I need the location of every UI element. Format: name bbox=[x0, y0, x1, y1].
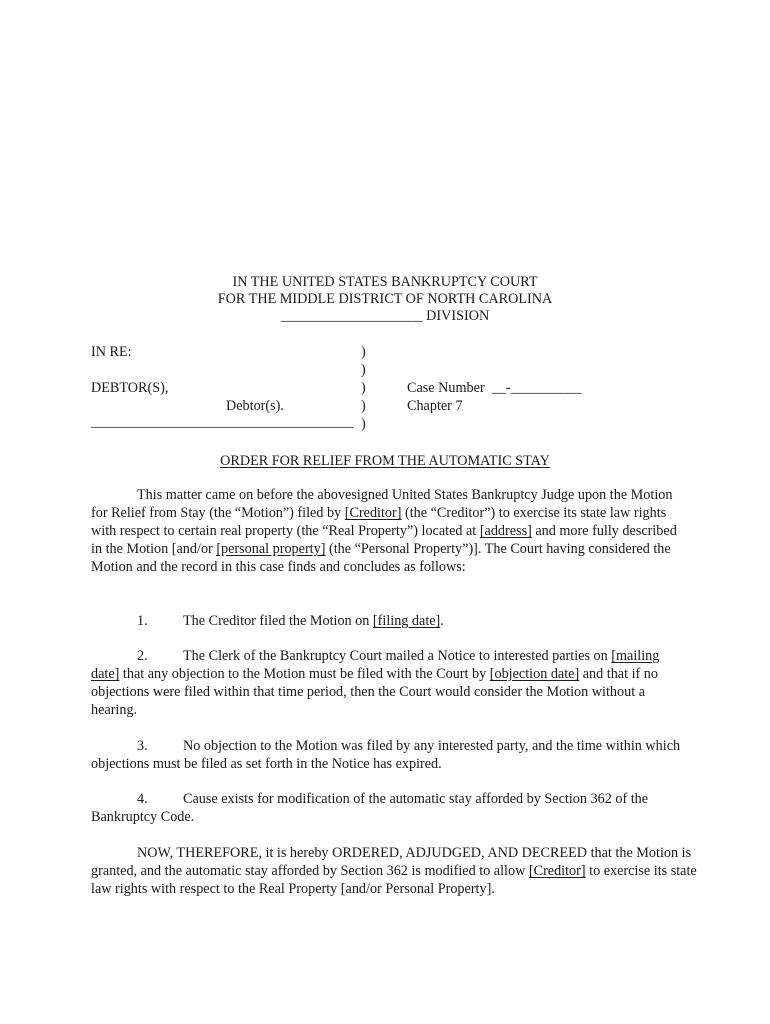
creditor-placeholder: [Creditor] bbox=[528, 863, 586, 879]
finding-2: 2. The Clerk of the Bankruptcy Court mailed a Notice to interested parties on [mailing date] that any objection to the Motion must be filed with the Court by [objection date] and that if no objections were filed within that time period, then the Court would consider the Motion without a hearing. bbox=[91, 648, 660, 718]
finding-3: 3. No objection to the Motion was filed by any interested party, and the time within which objections must be filed as set forth in the Notice has expired. bbox=[91, 738, 681, 772]
chapter-label: Chapter 7 bbox=[407, 398, 463, 414]
caption-paren: ) bbox=[361, 380, 366, 396]
court-name: IN THE UNITED STATES BANKRUPTCY COURT bbox=[232, 274, 538, 290]
caption-paren: ) bbox=[361, 416, 366, 432]
caption-paren: ) bbox=[361, 398, 366, 414]
caption-paren: ) bbox=[361, 362, 366, 378]
finding-number: 2. bbox=[137, 648, 148, 664]
creditor-placeholder: [Creditor] bbox=[344, 505, 402, 521]
order-paragraph: NOW, THEREFORE, it is hereby ORDERED, ADJUDGED, AND DECREED that the Motion is granted, and the automatic stay afforded by Section 362 is modified to allow [Creditor] to exercise its state law rights with respect to the Real Property [and/or Personal Property]. bbox=[91, 845, 697, 897]
case-number bbox=[407, 380, 582, 397]
finding-1: 1. The Creditor filed the Motion on [filing date]. bbox=[137, 613, 444, 629]
finding-number: 3. bbox=[137, 738, 148, 754]
case-number-value: __-__________ bbox=[491, 380, 582, 396]
division-blank: ____________________ bbox=[280, 308, 423, 324]
debtor-label: Debtor(s). bbox=[226, 398, 284, 414]
debtors-label: DEBTOR(S), bbox=[91, 380, 169, 396]
objection-date-placeholder: [objection date] bbox=[489, 666, 580, 682]
division-label: DIVISION bbox=[426, 308, 490, 324]
finding-number: 1. bbox=[137, 613, 148, 629]
mailing-date-placeholder: [mailing date] bbox=[91, 648, 660, 682]
case-number-label: Case Number bbox=[407, 380, 485, 396]
court-district: FOR THE MIDDLE DISTRICT OF NORTH CAROLINA bbox=[217, 291, 553, 307]
intro-paragraph: This matter came on before the abovesigned United States Bankruptcy Judge upon the Motion for Relief from Stay (the “Motion”) filed by [Creditor] (the “Creditor”) to exercise its state law rights with respect to certain real property (the “Real Property”) located at [address] and more fully described in the Motion [and/or [personal property] (the “Personal Property”)]. The Court having considered the Motion and the record in this case finds and concludes as follows: bbox=[91, 487, 677, 575]
finding-4: 4. Cause exists for modification of the automatic stay afforded by Section 362 of the Bankruptcy Code. bbox=[91, 791, 649, 825]
order-title: ORDER FOR RELIEF FROM THE AUTOMATIC STAY bbox=[220, 453, 550, 469]
address-placeholder: [address] bbox=[479, 523, 532, 539]
filing-date-placeholder: [filing date] bbox=[372, 613, 441, 629]
finding-number: 4. bbox=[137, 791, 148, 807]
caption-paren: ) bbox=[361, 344, 366, 360]
caption-bottom-line: _____________________________________ bbox=[91, 414, 354, 430]
personal-property-placeholder: [personal property] bbox=[216, 541, 326, 557]
in-re-label: IN RE: bbox=[91, 344, 132, 360]
court-division bbox=[0, 308, 770, 325]
